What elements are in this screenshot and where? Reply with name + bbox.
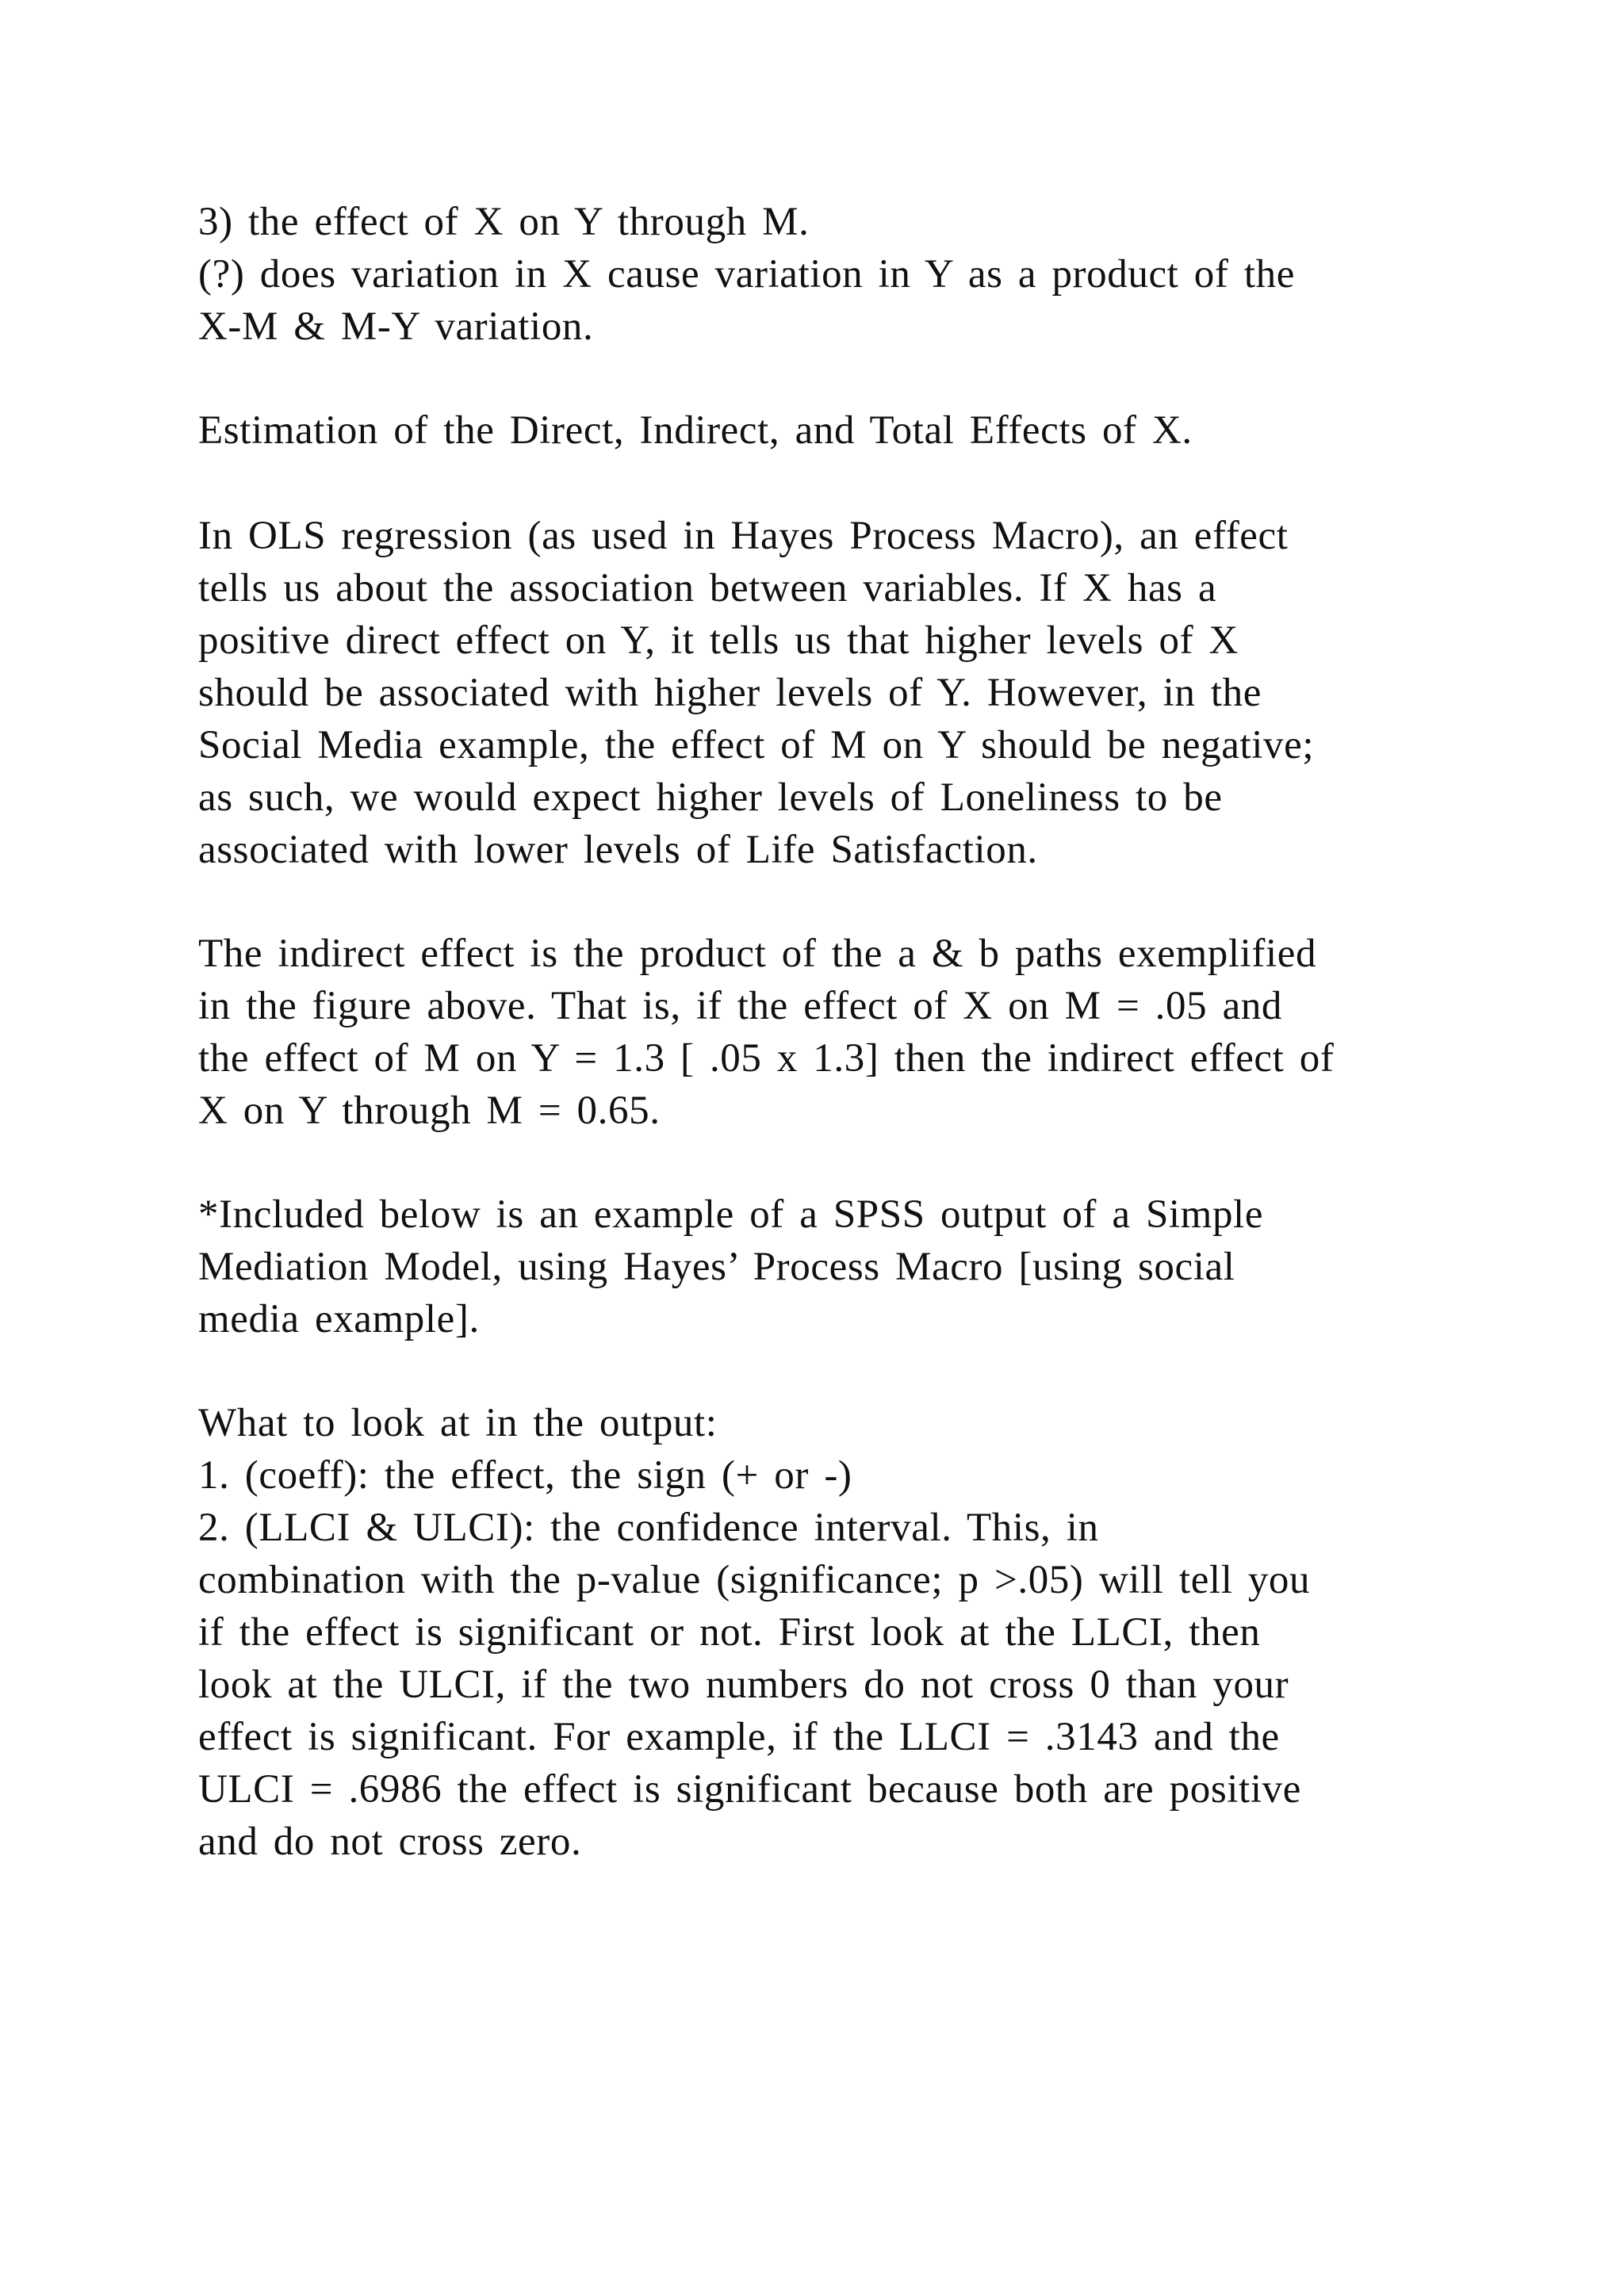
text-line: look at the ULCI, if the two numbers do not cross 0 than your — [198, 1663, 1289, 1707]
text-line: X-M & M-Y variation. — [198, 304, 594, 349]
text-line: ULCI = .6986 the effect is significant because both are positive — [198, 1767, 1301, 1812]
text-line: associated with lower levels of Life Satisfaction. — [198, 828, 1038, 872]
text-line: *Included below is an example of a SPSS output of a Simple — [198, 1192, 1264, 1237]
list-item: 2. (LLCI & ULCI): the confidence interval. This, in — [198, 1506, 1099, 1550]
text-line: Estimation of the Direct, Indirect, and Total Effects of X. — [198, 408, 1193, 453]
text-line: In OLS regression (as used in Hayes Process Macro), an effect — [198, 514, 1289, 558]
paragraph-ols-regression — [198, 510, 1467, 876]
text-line: if the effect is significant or not. First look at the LLCI, then — [198, 1610, 1261, 1655]
text-line: Mediation Model, using Hayes’ Process Macro [using social — [198, 1245, 1235, 1289]
text-line: What to look at in the output: — [198, 1401, 718, 1445]
paragraph-mediation-question — [198, 196, 1467, 353]
text-line: Social Media example, the effect of M on Y should be negative; — [198, 723, 1315, 767]
text-line: 3) the effect of X on Y through M. — [198, 200, 810, 244]
text-line: (?) does variation in X cause variation in Y as a product of the — [198, 252, 1295, 297]
text-line: as such, we would expect higher levels of Loneliness to be — [198, 775, 1223, 820]
text-line: X on Y through M = 0.65. — [198, 1089, 661, 1133]
text-line: should be associated with higher levels of Y. However, in the — [198, 671, 1262, 715]
text-line: The indirect effect is the product of the a & b paths exemplified — [198, 932, 1317, 976]
text-line: in the figure above. That is, if the effect of X on M = .05 and — [198, 984, 1283, 1028]
text-line: positive direct effect on Y, it tells us that higher levels of X — [198, 618, 1239, 663]
paragraph-indirect-effect — [198, 928, 1467, 1137]
paragraph-estimation-heading — [198, 404, 1467, 457]
text-line: combination with the p-value (significance; p >.05) will tell you — [198, 1558, 1311, 1602]
text-line: and do not cross zero. — [198, 1820, 582, 1864]
paragraph-output-guide — [198, 1397, 1467, 1868]
text-line: media example]. — [198, 1297, 480, 1341]
text-line: effect is significant. For example, if the LLCI = .3143 and the — [198, 1715, 1280, 1759]
text-line: the effect of M on Y = 1.3 [ .05 x 1.3] then the indirect effect of — [198, 1036, 1335, 1081]
list-item: 1. (coeff): the effect, the sign (+ or -) — [198, 1453, 852, 1498]
text-line: tells us about the association between variables. If X has a — [198, 566, 1217, 610]
paragraph-spss-example — [198, 1188, 1467, 1345]
